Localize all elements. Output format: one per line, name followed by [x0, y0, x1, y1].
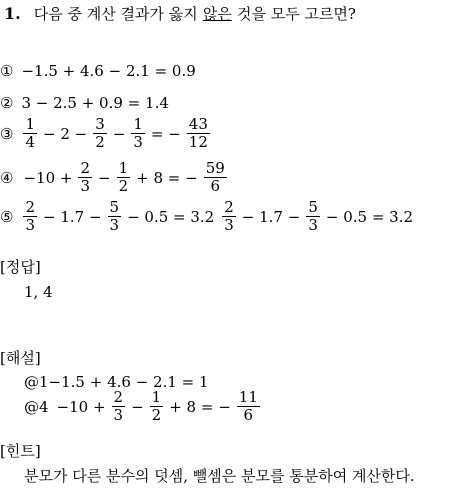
choice-2	[0, 94, 169, 112]
operator: − 1.7 −	[241, 207, 301, 226]
operator: −10 +	[23, 168, 73, 187]
operator: = −	[150, 124, 181, 143]
fraction: $\frac{5}{3}$	[109, 198, 120, 234]
explanation-line-2	[24, 389, 262, 424]
fraction: $\frac{43}{12}$	[188, 115, 208, 151]
question-text-after: 것을 모두 고르면?	[236, 5, 356, 23]
fraction: $\frac{1}{4}$	[25, 115, 35, 151]
choice-1	[0, 62, 196, 80]
choice-marker: ②	[0, 94, 14, 112]
fraction: $\frac{11}{6}$	[238, 388, 258, 424]
operator: −	[98, 168, 111, 187]
fraction: $\frac{1}{2}$	[118, 159, 129, 195]
fraction: $\frac{2}{3}$	[25, 198, 35, 234]
fraction: $\frac{59}{6}$	[205, 159, 225, 195]
operator: + 8 = −	[136, 168, 198, 187]
fraction: $\frac{2}{3}$	[113, 388, 124, 424]
operator: + 8 = −	[169, 397, 231, 416]
operator: −10 +	[56, 397, 106, 416]
fraction: $\frac{1}{3}$	[133, 115, 143, 151]
operator: − 1.7 −	[43, 207, 102, 226]
operator: −	[112, 124, 126, 143]
fraction: $\frac{1}{2}$	[151, 388, 162, 424]
question-header	[4, 3, 356, 24]
fraction: $\frac{2}{3}$	[224, 198, 234, 234]
choice-5	[0, 199, 413, 234]
operator: − 0.5 = 3.2	[127, 207, 215, 226]
explanation-line-1: @1−1.5 + 4.6 − 2.1 = 1	[24, 373, 209, 391]
question-underlined: 않은	[202, 5, 232, 23]
choice-3	[0, 116, 212, 151]
choice-4	[0, 160, 229, 195]
fraction: $\frac{3}{2}$	[95, 115, 105, 151]
hint-text: 분모가 다른 분수의 덧셈, 뺄셈은 분모를 통분하여 계산한다.	[24, 467, 415, 485]
explanation-marker: @4	[24, 397, 49, 416]
operator: −	[131, 397, 144, 416]
choice-marker: ④	[0, 168, 14, 187]
fraction: $\frac{2}{3}$	[80, 159, 90, 195]
choice-marker: ①	[0, 62, 14, 80]
operator: − 2 −	[43, 124, 88, 143]
fraction: $\frac{5}{3}$	[308, 198, 318, 234]
question-number: 1.	[4, 4, 21, 23]
operator: − 0.5 = 3.2	[325, 207, 414, 226]
choice-marker: ⑤	[0, 207, 14, 226]
hint-label: [힌트]	[0, 442, 41, 460]
choice-expression: 3 − 2.5 + 0.9 = 1.4	[21, 94, 169, 112]
explanation-label: [해설]	[0, 349, 41, 367]
answer-label: [정답]	[0, 258, 41, 276]
question-text: 다음 중 계산 결과가 옳지	[33, 5, 198, 23]
answer-value: 1, 4	[24, 283, 53, 301]
choice-marker: ③	[0, 124, 14, 143]
choice-expression: −1.5 + 4.6 − 2.1 = 0.9	[21, 62, 196, 80]
